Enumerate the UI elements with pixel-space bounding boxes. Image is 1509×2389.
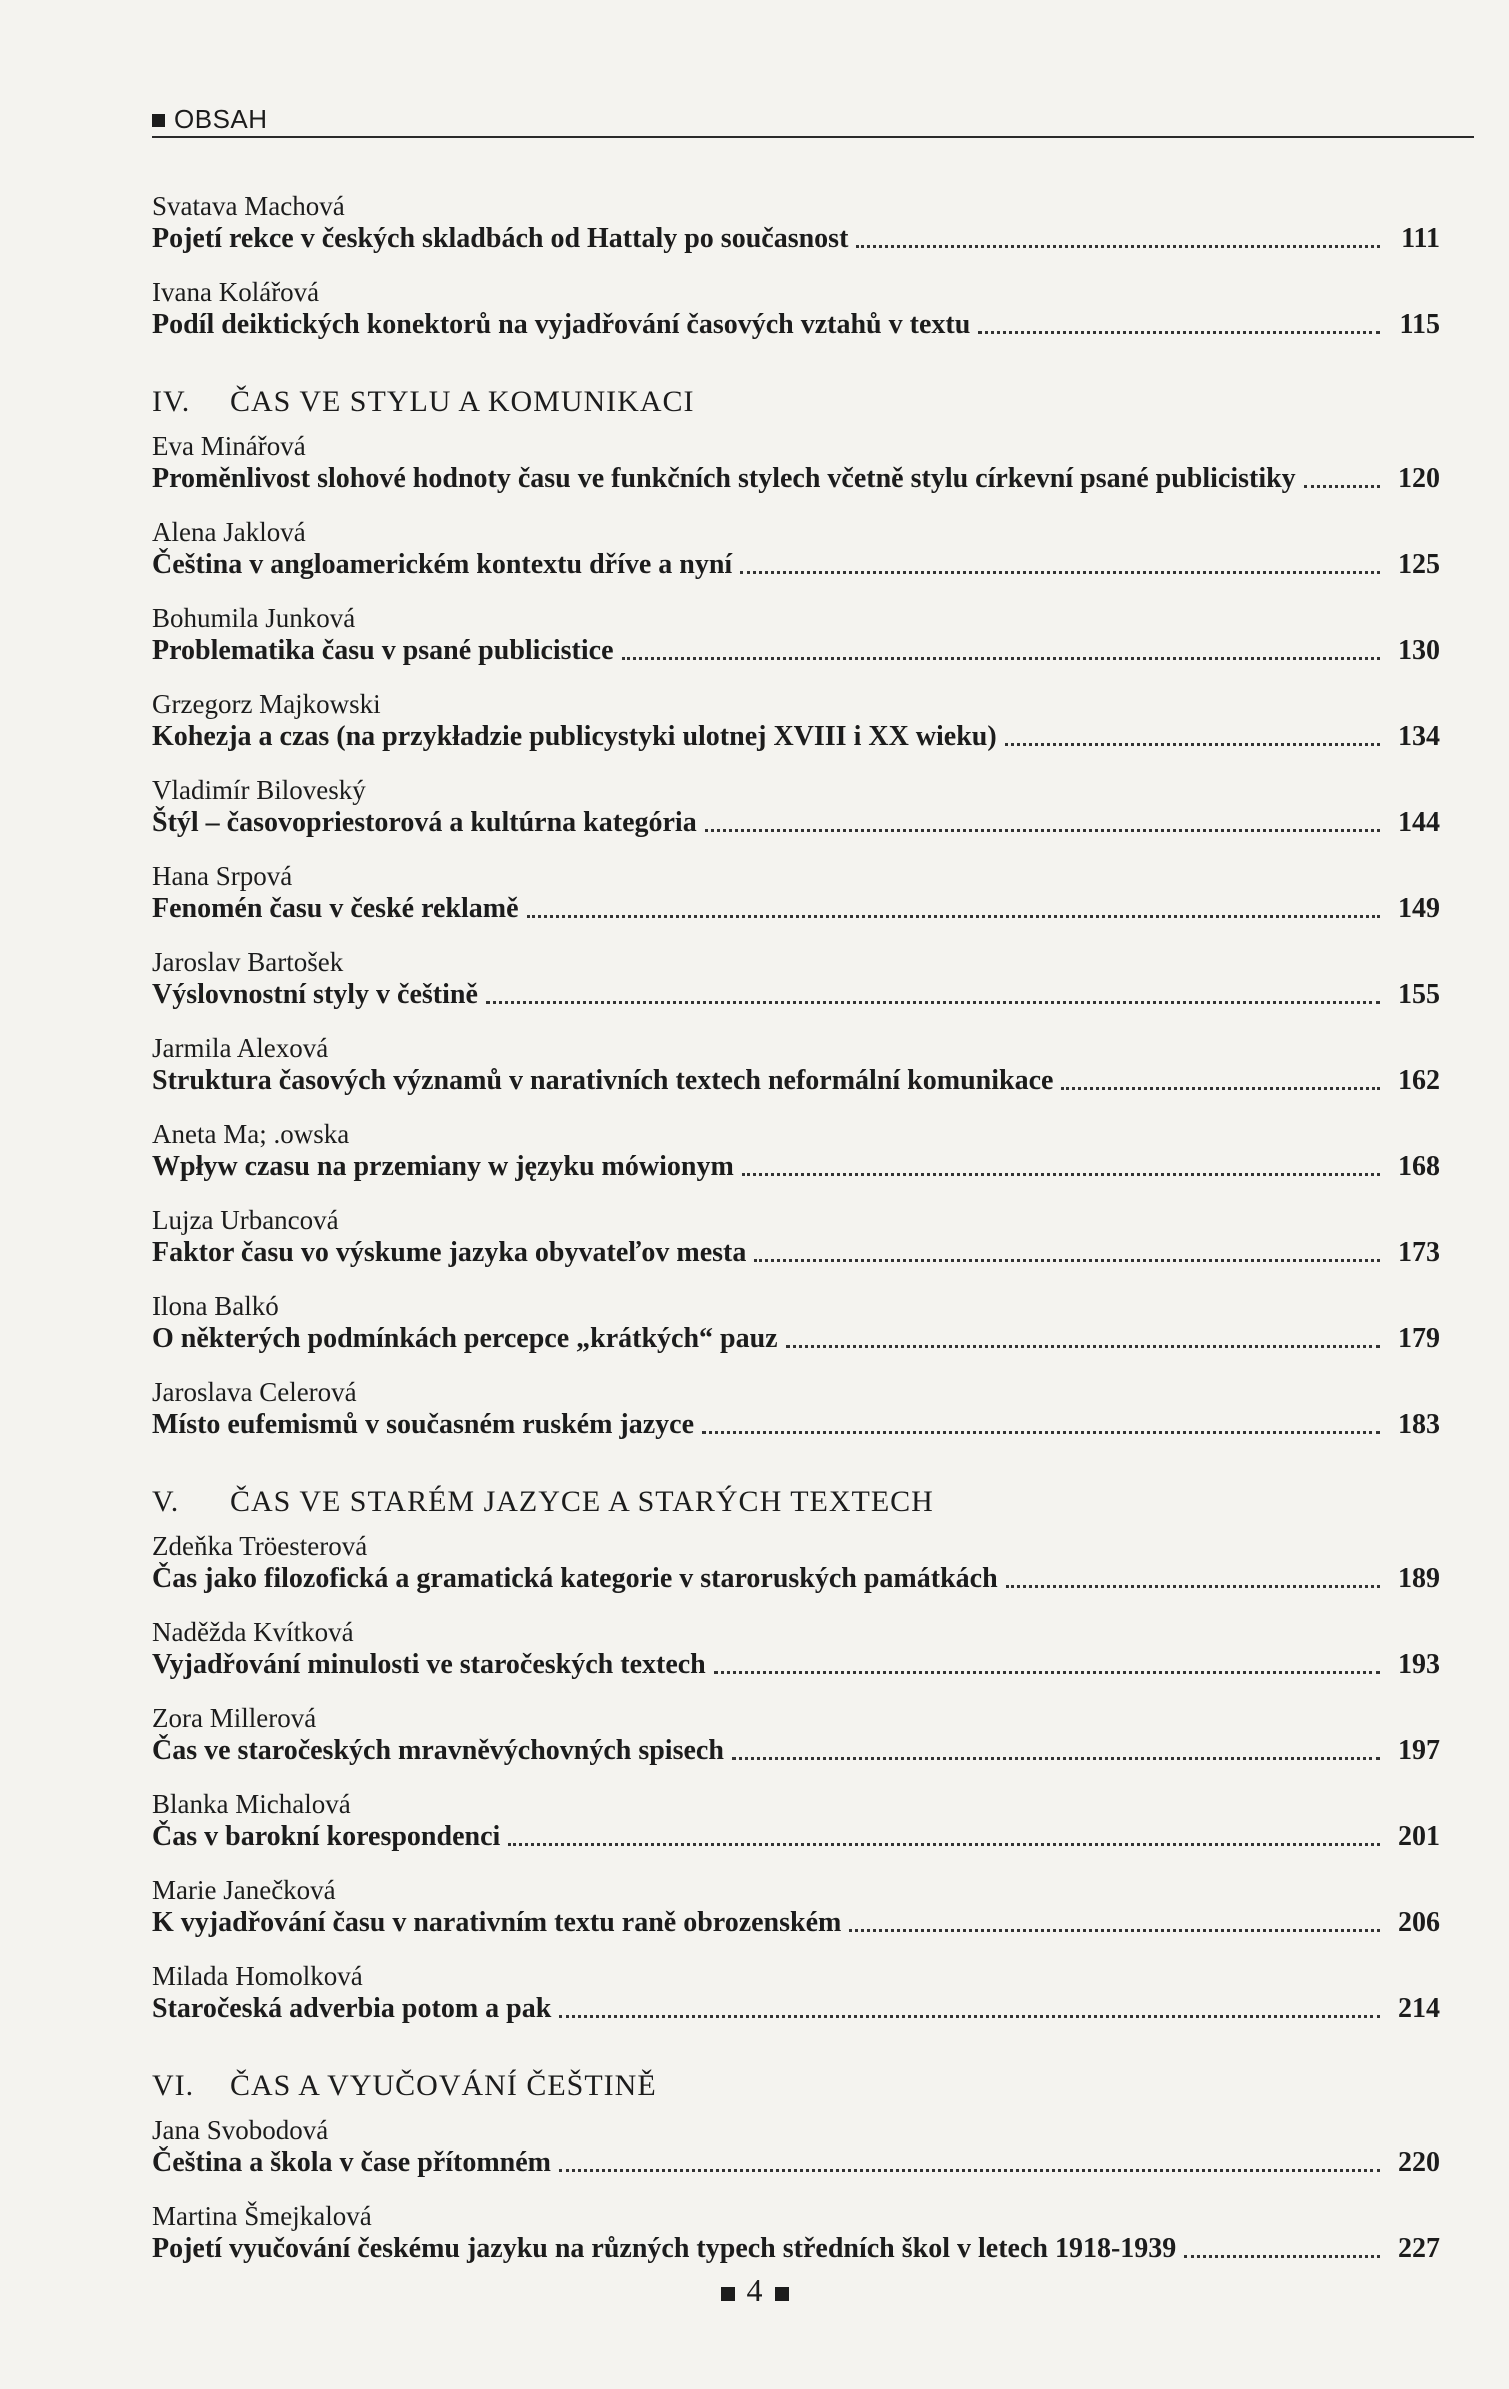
entry-title: Faktor času vo výskume jazyka obyvateľov mesta bbox=[152, 1237, 747, 1268]
entry-page-number: 173 bbox=[1398, 1237, 1440, 1268]
entry-page-number: 183 bbox=[1398, 1409, 1440, 1440]
leader-dots bbox=[786, 1345, 1380, 1348]
entry-title: Wpływ czasu na przemiany w języku mówionym bbox=[152, 1151, 734, 1182]
entry-page-number: 227 bbox=[1398, 2233, 1440, 2264]
section-heading bbox=[152, 384, 1440, 420]
header-title: OBSAH bbox=[174, 104, 268, 134]
entry-page-number: 168 bbox=[1398, 1151, 1440, 1182]
toc-entry bbox=[152, 190, 1440, 256]
leader-dots bbox=[705, 829, 1380, 832]
entry-page-number: 179 bbox=[1398, 1323, 1440, 1354]
leader-dots bbox=[978, 331, 1380, 334]
entry-title-line bbox=[152, 1150, 1440, 1184]
page-header bbox=[152, 104, 1474, 140]
entry-page-number: 162 bbox=[1398, 1065, 1440, 1096]
entry-title: K vyjadřování času v narativním textu raně obrozenském bbox=[152, 1907, 842, 1938]
leader-dots bbox=[849, 1929, 1380, 1932]
entry-title-line bbox=[152, 1236, 1440, 1270]
toc-entry bbox=[152, 430, 1440, 496]
toc-entry bbox=[152, 2114, 1440, 2180]
entry-title-line bbox=[152, 1322, 1440, 1356]
toc-entry bbox=[152, 1118, 1440, 1184]
entry-page-number: 214 bbox=[1398, 1993, 1440, 2024]
entry-author: Hana Srpová bbox=[152, 861, 293, 891]
entry-title-line bbox=[152, 978, 1440, 1012]
entry-page-number: 220 bbox=[1398, 2147, 1440, 2178]
toc-entry bbox=[152, 276, 1440, 342]
entry-author: Jaroslava Celerová bbox=[152, 1377, 357, 1407]
entry-title: Podíl deiktických konektorů na vyjadřování časových vztahů v textu bbox=[152, 309, 971, 340]
entry-title: Čas v barokní korespondenci bbox=[152, 1821, 501, 1852]
entry-title-line bbox=[152, 1064, 1440, 1098]
entry-title: Čas jako filozofická a gramatická kategorie v staroruských památkách bbox=[152, 1563, 998, 1594]
toc-entry bbox=[152, 688, 1440, 754]
footer-square-left-icon bbox=[721, 2287, 735, 2301]
entry-page-number: 189 bbox=[1398, 1563, 1440, 1594]
header-square-icon bbox=[152, 114, 165, 127]
entry-page-number: 125 bbox=[1398, 549, 1440, 580]
entry-author: Naděžda Kvítková bbox=[152, 1617, 354, 1647]
toc-entry bbox=[152, 516, 1440, 582]
leader-dots bbox=[740, 571, 1380, 574]
entry-title-line bbox=[152, 1820, 1440, 1854]
entry-author: Bohumila Junková bbox=[152, 603, 356, 633]
section-number: V. bbox=[152, 1485, 180, 1518]
toc-entry bbox=[152, 860, 1440, 926]
entry-page-number: 111 bbox=[1401, 223, 1440, 254]
section-title: ČAS VE STYLU A KOMUNIKACI bbox=[230, 385, 695, 418]
entry-title: Fenomén času v české reklamě bbox=[152, 893, 519, 924]
leader-dots bbox=[754, 1259, 1380, 1262]
entry-title: Místo eufemismů v současném ruském jazyce bbox=[152, 1409, 695, 1440]
entry-author: Martina Šmejkalová bbox=[152, 2201, 372, 2231]
entry-title-line bbox=[152, 892, 1440, 926]
toc-entry bbox=[152, 1874, 1440, 1940]
leader-dots bbox=[622, 657, 1380, 660]
entry-title: Proměnlivost slohové hodnoty času ve funkčních stylech včetně stylu církevní psané publicistiky bbox=[152, 463, 1296, 494]
entry-author: Svatava Machová bbox=[152, 191, 345, 221]
page-footer bbox=[0, 2272, 1509, 2309]
entry-author: Milada Homolková bbox=[152, 1961, 363, 1991]
entry-title: Výslovnostní styly v češtině bbox=[152, 979, 478, 1010]
leader-dots bbox=[527, 915, 1380, 918]
leader-dots bbox=[732, 1757, 1380, 1760]
entry-title-line bbox=[152, 1734, 1440, 1768]
toc-section bbox=[152, 384, 1440, 1442]
toc-entry bbox=[152, 1032, 1440, 1098]
toc-entry bbox=[152, 1204, 1440, 1270]
toc-entry bbox=[152, 1376, 1440, 1442]
leader-dots bbox=[559, 2169, 1380, 2172]
page-number: 4 bbox=[746, 2272, 763, 2308]
header-rule bbox=[152, 136, 1474, 138]
section-title: ČAS A VYUČOVÁNÍ ČEŠTINĚ bbox=[230, 2069, 657, 2102]
leader-dots bbox=[742, 1173, 1380, 1176]
leader-dots bbox=[508, 1843, 1380, 1846]
leader-dots bbox=[1304, 485, 1380, 488]
toc-entry bbox=[152, 1788, 1440, 1854]
entry-title-line bbox=[152, 462, 1440, 496]
entry-author: Grzegorz Majkowski bbox=[152, 689, 381, 719]
entry-title-line bbox=[152, 634, 1440, 668]
entry-title: O některých podmínkách percepce „krátkých“ pauz bbox=[152, 1323, 778, 1354]
leader-dots bbox=[1061, 1087, 1380, 1090]
entry-author: Zora Millerová bbox=[152, 1703, 317, 1733]
leader-dots bbox=[559, 2015, 1380, 2018]
entry-title: Čeština v angloamerickém kontextu dříve a nyní bbox=[152, 549, 733, 580]
entry-author: Marie Janečková bbox=[152, 1875, 336, 1905]
entry-title: Vyjadřování minulosti ve staročeských textech bbox=[152, 1649, 706, 1680]
entry-author: Blanka Michalová bbox=[152, 1789, 351, 1819]
entry-title-line bbox=[152, 222, 1440, 256]
entry-title: Kohezja a czas (na przykładzie publicystyki ulotnej XVIII i XX wieku) bbox=[152, 721, 997, 752]
entry-title-line bbox=[152, 1906, 1440, 1940]
entry-title: Čeština a škola v čase přítomném bbox=[152, 2147, 551, 2178]
footer-square-right-icon bbox=[775, 2287, 789, 2301]
toc-section bbox=[152, 2068, 1440, 2266]
entry-title-line bbox=[152, 720, 1440, 754]
entry-title-line bbox=[152, 806, 1440, 840]
toc-section bbox=[152, 1484, 1440, 2026]
entry-author: Eva Minářová bbox=[152, 431, 306, 461]
entry-author: Ilona Balkó bbox=[152, 1291, 279, 1321]
entry-author: Zdeňka Tröesterová bbox=[152, 1531, 368, 1561]
toc-entry bbox=[152, 602, 1440, 668]
entry-title: Struktura časových významů v narativních textech neformální komunikace bbox=[152, 1065, 1054, 1096]
entry-page-number: 206 bbox=[1398, 1907, 1440, 1938]
section-number: VI. bbox=[152, 2069, 195, 2102]
leader-dots bbox=[702, 1431, 1380, 1434]
entry-author: Jarmila Alexová bbox=[152, 1033, 329, 1063]
entry-author: Alena Jaklová bbox=[152, 517, 306, 547]
entry-title: Štýl – časovopriestorová a kultúrna kategória bbox=[152, 807, 697, 838]
entry-title: Staročeská adverbia potom a pak bbox=[152, 1993, 552, 2024]
leader-dots bbox=[1005, 743, 1380, 746]
entry-title-line bbox=[152, 2232, 1440, 2266]
entry-page-number: 144 bbox=[1398, 807, 1440, 838]
toc-entry bbox=[152, 2200, 1440, 2266]
entry-author: Jana Svobodová bbox=[152, 2115, 329, 2145]
entry-author: Lujza Urbancová bbox=[152, 1205, 339, 1235]
table-of-contents bbox=[152, 190, 1440, 2286]
toc-entry bbox=[152, 1290, 1440, 1356]
entry-page-number: 197 bbox=[1398, 1735, 1440, 1766]
entry-title-line bbox=[152, 1648, 1440, 1682]
entry-page-number: 149 bbox=[1398, 893, 1440, 924]
leader-dots bbox=[1184, 2255, 1380, 2258]
section-title: ČAS VE STARÉM JAZYCE A STARÝCH TEXTECH bbox=[230, 1485, 934, 1518]
entry-title-line bbox=[152, 548, 1440, 582]
leader-dots bbox=[856, 245, 1380, 248]
entry-page-number: 130 bbox=[1398, 635, 1440, 666]
entry-title: Pojetí vyučování českému jazyku na různých typech středních škol v letech 1918-1939 bbox=[152, 2233, 1177, 2264]
toc-entry bbox=[152, 1960, 1440, 2026]
leader-dots bbox=[1006, 1585, 1380, 1588]
entry-title-line bbox=[152, 1992, 1440, 2026]
entry-title: Čas ve staročeských mravněvýchovných spisech bbox=[152, 1735, 724, 1766]
entry-author: Jaroslav Bartošek bbox=[152, 947, 344, 977]
entry-title-line bbox=[152, 308, 1440, 342]
entry-page-number: 120 bbox=[1398, 463, 1440, 494]
entry-author: Ivana Kolářová bbox=[152, 277, 320, 307]
toc-entry bbox=[152, 946, 1440, 1012]
entry-author: Aneta Ma; .owska bbox=[152, 1119, 350, 1149]
entry-page-number: 115 bbox=[1399, 309, 1440, 340]
entry-title-line bbox=[152, 1562, 1440, 1596]
toc-entry bbox=[152, 1530, 1440, 1596]
section-heading bbox=[152, 2068, 1440, 2104]
leader-dots bbox=[486, 1001, 1380, 1004]
entry-title: Problematika času v psané publicistice bbox=[152, 635, 614, 666]
entry-page-number: 134 bbox=[1398, 721, 1440, 752]
toc-section bbox=[152, 190, 1440, 342]
entry-page-number: 155 bbox=[1398, 979, 1440, 1010]
entry-title-line bbox=[152, 1408, 1440, 1442]
section-heading bbox=[152, 1484, 1440, 1520]
toc-entry bbox=[152, 774, 1440, 840]
section-number: IV. bbox=[152, 385, 191, 418]
entry-page-number: 201 bbox=[1398, 1821, 1440, 1852]
toc-entry bbox=[152, 1616, 1440, 1682]
entry-title: Pojetí rekce v českých skladbách od Hattaly po současnost bbox=[152, 223, 849, 254]
leader-dots bbox=[714, 1671, 1380, 1674]
entry-title-line bbox=[152, 2146, 1440, 2180]
toc-entry bbox=[152, 1702, 1440, 1768]
entry-author: Vladimír Biloveský bbox=[152, 775, 366, 805]
entry-page-number: 193 bbox=[1398, 1649, 1440, 1680]
